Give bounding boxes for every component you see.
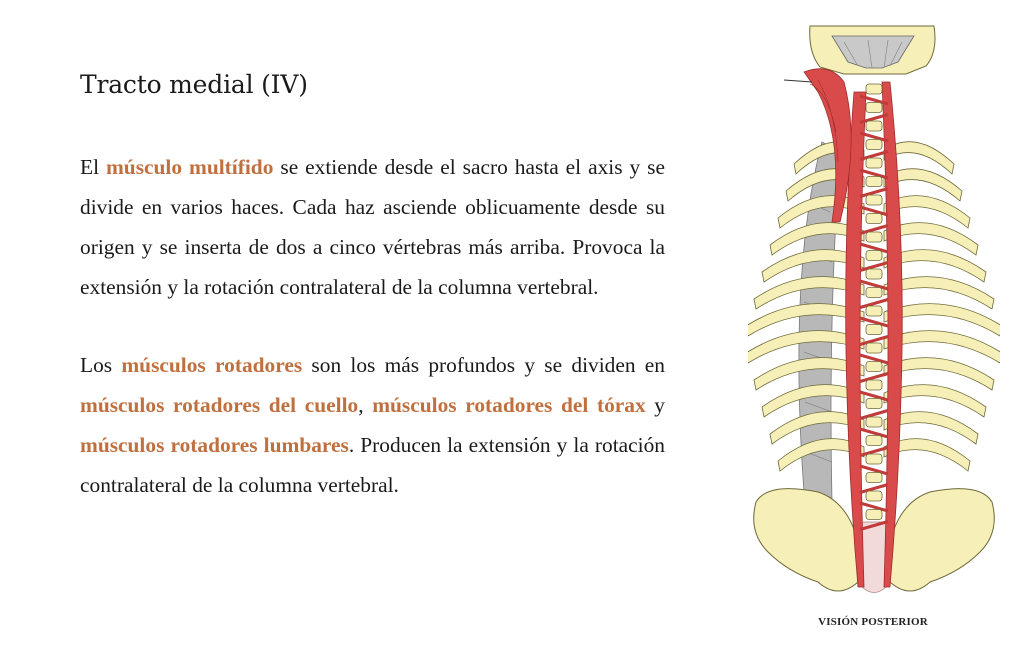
body-text: ,: [358, 393, 373, 417]
vertebra: [866, 473, 882, 483]
vertebra: [866, 232, 882, 242]
vertebra: [866, 325, 882, 335]
vertebra: [866, 251, 882, 261]
vertebra: [866, 84, 882, 94]
occipital-bone: [810, 26, 935, 74]
vertebra: [866, 362, 882, 372]
vertebra: [866, 417, 882, 427]
vertebra: [866, 399, 882, 409]
vertebra: [866, 158, 882, 168]
vertebra: [866, 177, 882, 187]
highlighted-term: músculos rotadores del cuello: [80, 393, 359, 417]
content-column: [80, 70, 665, 543]
vertebra: [866, 454, 882, 464]
pelvis: [754, 489, 995, 593]
vertebra: [866, 343, 882, 353]
body-text: . Producen la extensión y la rotación contralateral de la columna vertebral.: [80, 433, 666, 497]
highlighted-term: músculos rotadores del tórax: [372, 393, 646, 417]
figure-caption: VISIÓN POSTERIOR: [818, 616, 928, 628]
highlighted-term: músculos rotadores lumbares: [80, 433, 349, 457]
vertebra: [866, 269, 882, 279]
body-text: Los: [80, 353, 122, 377]
vertebra: [866, 510, 882, 520]
paragraph-multifido: [80, 147, 665, 307]
highlighted-term: músculos rotadores: [121, 353, 303, 377]
vertebra: [866, 214, 882, 224]
vertebra: [866, 436, 882, 446]
pointer-line: [784, 80, 812, 82]
paragraph-rotadores: [80, 345, 665, 505]
vertebra: [866, 491, 882, 501]
vertebra: [866, 103, 882, 113]
page-title: Tracto medial (IV): [80, 70, 308, 99]
body-text: El: [80, 155, 106, 179]
body-text: son los más profundos y se dividen en: [302, 353, 665, 377]
spine-anatomy-illustration: [748, 22, 1000, 600]
vertebra: [866, 306, 882, 316]
vertebra: [866, 380, 882, 390]
vertebra: [866, 195, 882, 205]
vertebra: [866, 140, 882, 150]
body-text: se extiende desde el sacro hasta el axis y se divide en varios haces. Cada haz asciende oblicuamente desde su origen y se inserta de dos a cinco vértebras más arriba. Provoca la extensión y la rotación contralateral de la columna vertebral.: [80, 155, 665, 299]
body-text: y: [645, 393, 665, 417]
highlighted-term: músculo multífido: [105, 155, 274, 179]
vertebra: [866, 288, 882, 298]
vertebra: [866, 121, 882, 131]
